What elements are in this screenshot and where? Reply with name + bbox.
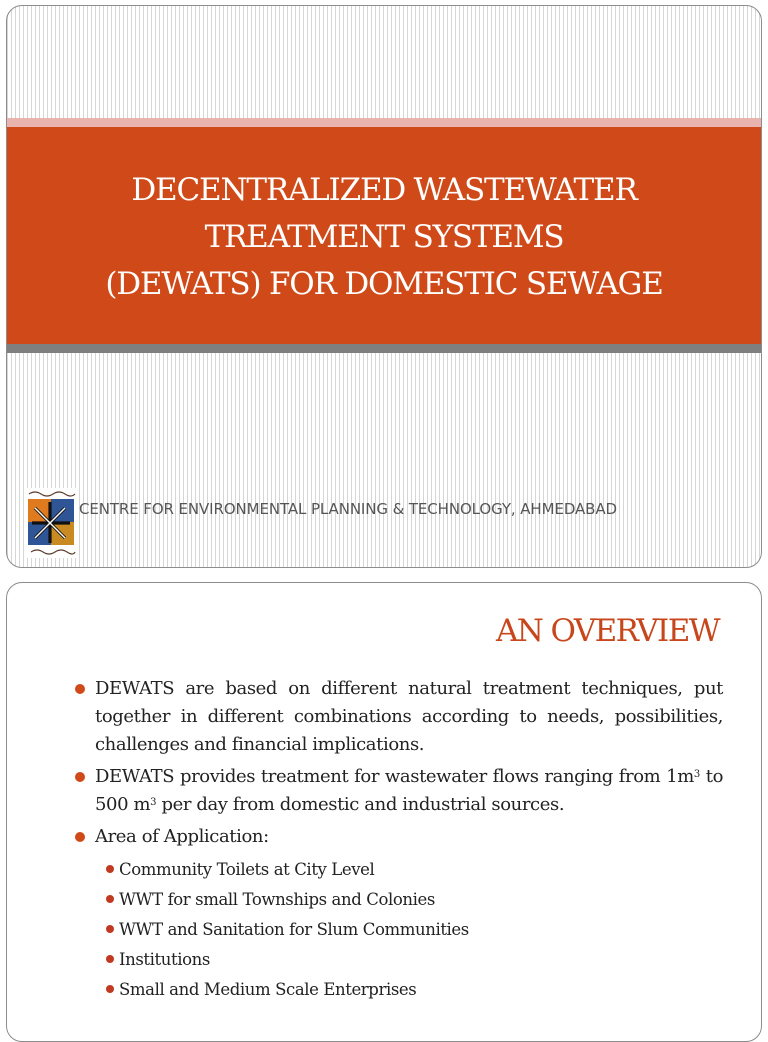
accent-strip (7, 118, 761, 127)
sub-bullet-item: Community Toilets at City Level (73, 855, 723, 885)
bullet-item: DEWATS are based on different natural treatment techniques, put together in different combinations according to needs, possibilities, challenges and financial implications. (73, 675, 723, 759)
divider-strip (7, 344, 761, 353)
title-band (7, 127, 761, 344)
bullet-item: Area of Application: (73, 823, 723, 851)
superscript: 3 (150, 797, 157, 808)
sub-bullet-item: Institutions (73, 945, 723, 975)
superscript: 3 (693, 769, 700, 780)
sub-bullet-item: WWT for small Townships and Colonies (73, 885, 723, 915)
sub-bullet-item: Small and Medium Scale Enterprises (73, 975, 723, 1005)
title-line: (DEWATS) FOR DOMESTIC SEWAGE (105, 266, 663, 302)
title-line: DECENTRALIZED WASTEWATER (131, 172, 637, 208)
slide-title (105, 163, 662, 308)
bullet-text: to 500 m (95, 766, 724, 815)
organization-name: CENTRE FOR ENVIRONMENTAL PLANNING & TECHNOLOGY, AHMEDABAD (79, 500, 617, 518)
bullet-item (73, 763, 723, 819)
overview-content (73, 675, 723, 1005)
title-slide (6, 5, 762, 568)
title-line: TREATMENT SYSTEMS (204, 219, 564, 255)
overview-heading: AN OVERVIEW (495, 613, 719, 649)
overview-slide (6, 582, 762, 1042)
sub-bullet-item: WWT and Sanitation for Slum Communities (73, 915, 723, 945)
bullet-text: DEWATS provides treatment for wastewater flows ranging from 1m (95, 766, 694, 787)
bullet-text: per day from domestic and industrial sources. (156, 794, 565, 815)
cept-logo-icon (25, 488, 77, 558)
